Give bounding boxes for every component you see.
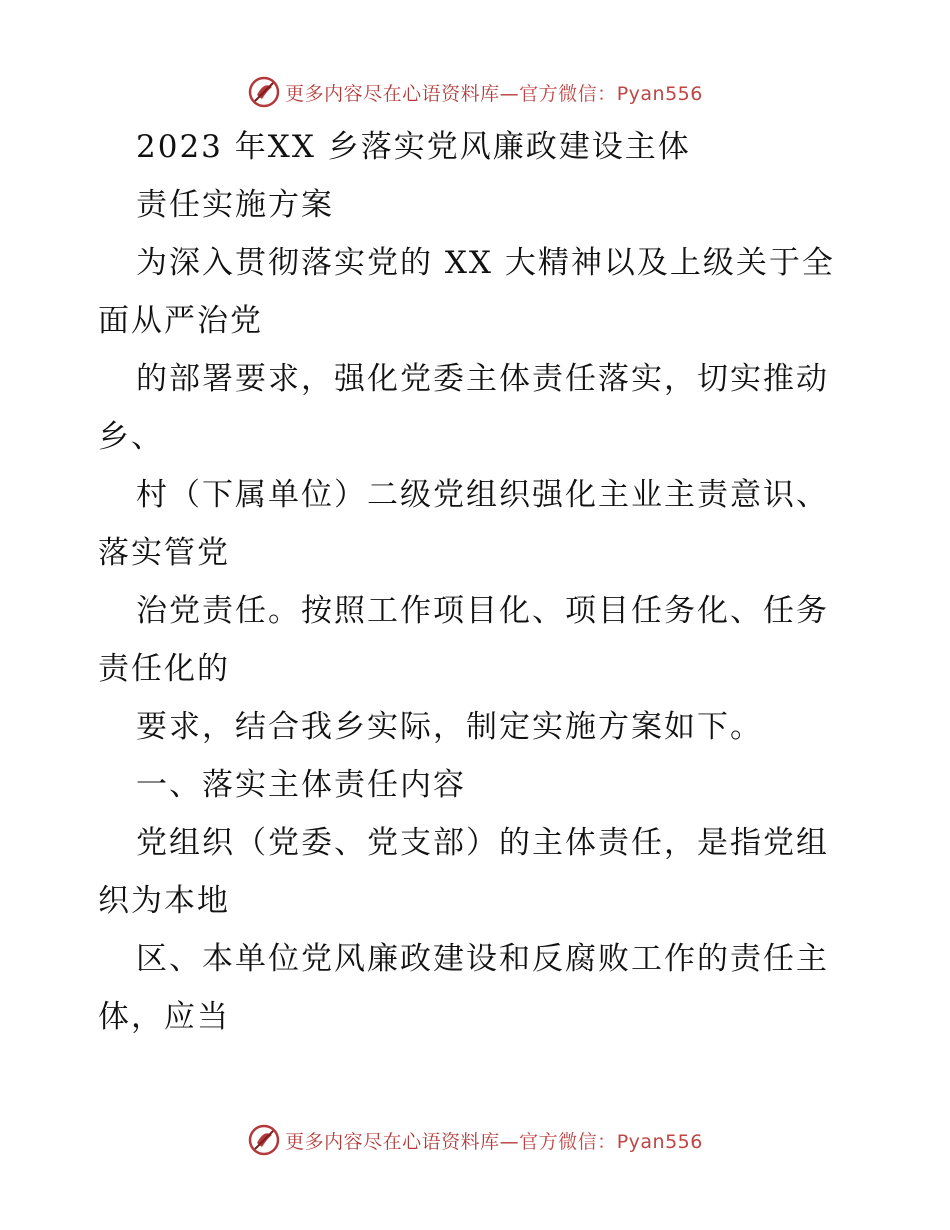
document-line: 党组织（党委、党支部）的主体责任，是指党组 [136,825,829,861]
document-line: 体，应当 [98,999,230,1035]
document-line: 为深入贯彻落实党的 XX 大精神以及上级关于全 [136,245,835,281]
document-line: 责任化的 [98,651,230,687]
watermark-text: 更多内容尽在心语资料库—官方微信：Pyan556 [285,82,703,105]
document-line: 2023 年XX 乡落实党风廉政建设主体 [136,129,691,165]
document-line: 区、本单位党风廉政建设和反腐败工作的责任主 [136,941,829,977]
watermark-text: 更多内容尽在心语资料库—官方微信：Pyan556 [285,1130,703,1153]
brand-logo-icon [247,1123,281,1157]
document-line: 织为本地 [98,883,230,919]
document-line: 治党责任。按照工作项目化、项目任务化、任务 [136,593,829,629]
brand-logo-icon [247,75,281,109]
document-line: 一、落实主体责任内容 [136,767,466,803]
document-body [98,118,858,1046]
document-line: 的部署要求，强化党委主体责任落实，切实推动 [136,361,829,397]
document-line: 面从严治党 [98,303,263,339]
document-line: 乡、 [98,419,164,455]
document-line: 责任实施方案 [136,187,334,223]
footer-watermark-banner [0,1120,950,1160]
header-watermark-banner [0,72,950,112]
document-line: 村（下属单位）二级党组织强化主业主责意识、 [136,477,829,513]
document-line: 落实管党 [98,535,230,571]
document-line: 要求，结合我乡实际，制定实施方案如下。 [136,709,763,745]
